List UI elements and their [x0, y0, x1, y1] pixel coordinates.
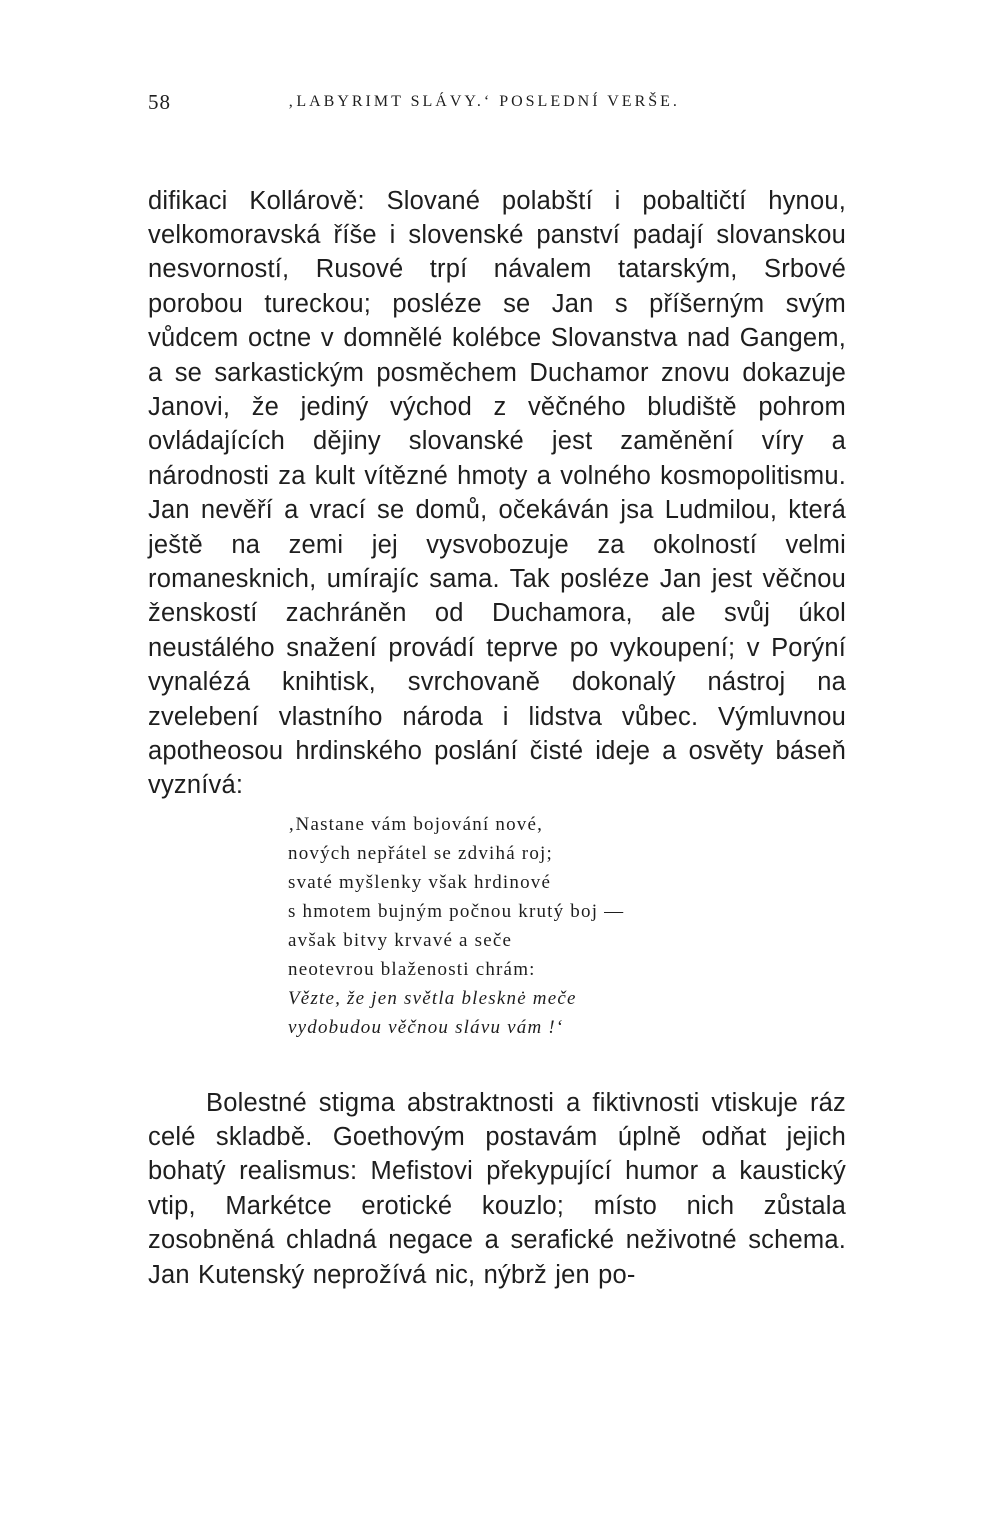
poem-line: nových nepřátel se zdvihá roj; [288, 843, 553, 864]
paragraph-1: difikaci Kollárově: Slované polabští i pobaltičtí hynou, velkomoravská říše i slovenské panství padají slovanskou nesvorností, Rusové trpí návalem tatarským, Srbové porobou tureckou; posléze se Jan s příšerným svým vůdcem octne v domnělé kolébce Slovanstva nad Gangem, a se sarkastickým posměchem Duchamor znovu dokazuje Janovi, že jediný východ z věčného bludiště pohrom ovládajících dějiny slovanské jest zaměnění víry a národnosti za kult vítězné hmoty a volného kosmopolitismu. Jan nevěří a vrací se domů, očekáván jsa Ludmilou, která ještě na zemi jej vysvobozuje za okolností velmi romanesknich, umírajíc sama. Tak posléze Jan jest věčnou ženskostí zachráněn od Duchamora, ale svůj úkol neustálého snažení provádí teprve po vykoupení; v Porýní vynalézá knihtisk, svrchovaně dokonalý nástroj na zvelebení vlastního národa i lidstva vůbec. Výmluvnou apotheosou hrdinského poslání čisté ideje a osvěty báseň vyznívá: [148, 186, 846, 800]
poem-line: svaté myšlenky však hrdinové [288, 872, 552, 893]
poem-line-italic: Vězte, že jen světla blesknė meče [288, 988, 577, 1009]
page-number: 58 [148, 90, 171, 114]
poem-line-italic: vydobudou věčnou slávu vám !‘ [288, 1017, 564, 1038]
poem-line: avšak bitvy krvavé a seče [288, 930, 513, 951]
running-head: ‚LABYRIMT SLÁVY.‘ POSLEDNÍ VERŠE. [288, 93, 680, 110]
poem-line: s hmotem bujným počnou krutý boj — [288, 901, 625, 922]
poem-line: neotevrou blaženosti chrám: [288, 959, 536, 980]
poem-block [288, 810, 624, 1042]
paragraph-2: Bolestné stigma abstraktnosti a fiktivnosti vtiskuje ráz celé skladbě. Goethovým postavám úplně odňat jejich bohatý realismus: Mefistovi překypující humor a kaustický vtip, Markétce erotické kouzlo; místo nich zůstala zosobněná chladná negace a serafické neživotné schema. Jan Kutenský neprožívá nic, nýbrž jen po- [148, 1088, 846, 1289]
poem-line: ‚Nastane vám bojování nové, [288, 814, 544, 835]
page-header [148, 90, 848, 120]
